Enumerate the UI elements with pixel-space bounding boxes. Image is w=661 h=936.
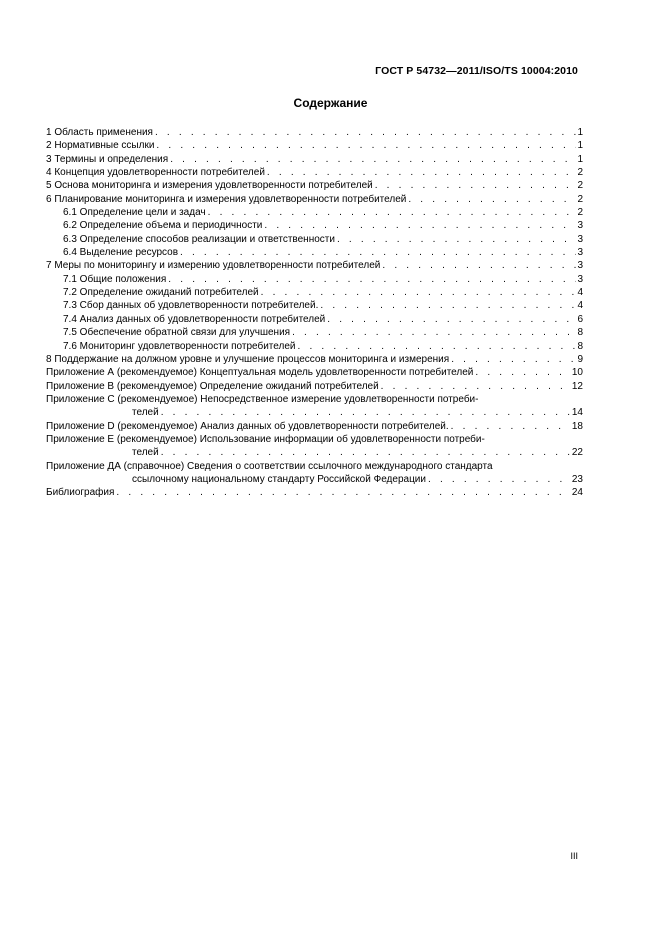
toc-leader-dots	[180, 246, 576, 259]
toc-leader-dots	[292, 326, 576, 339]
toc-entry-6-2[interactable]	[46, 219, 583, 232]
toc-leader-dots	[170, 153, 576, 166]
toc-entry-label-continuation: телей	[132, 407, 159, 419]
toc-entry-label: 2 Нормативные ссылки	[46, 140, 155, 152]
toc-leader-dots	[156, 139, 576, 152]
toc-entry-5[interactable]	[46, 179, 583, 192]
toc-leader-dots	[155, 126, 576, 139]
document-header: ГОСТ Р 54732—2011/ISO/TS 10004:2010	[375, 65, 578, 77]
toc-page-number: 3	[577, 260, 583, 272]
toc-entry-7-1[interactable]	[46, 273, 583, 286]
toc-entry-label-continuation: телей	[132, 447, 159, 459]
toc-leader-dots	[267, 166, 577, 179]
toc-entry-bibliography[interactable]	[46, 486, 583, 499]
toc-page-number: 3	[577, 233, 583, 245]
toc-page-number: 6	[577, 313, 583, 325]
toc-leader-dots	[451, 353, 576, 366]
toc-entry-appendix-c[interactable]	[46, 393, 583, 420]
toc-page-number: 1	[577, 153, 583, 165]
toc-page-number: 14	[571, 407, 583, 419]
toc-entry-6-1[interactable]	[46, 206, 583, 219]
toc-page-number: 1	[577, 127, 583, 138]
toc-entry-label: Приложение С (рекомендуемое) Непосредственное измерение удовлетворенности потреби-	[46, 393, 479, 405]
toc-leader-dots	[168, 273, 576, 286]
toc-page-number: 3	[577, 220, 583, 232]
toc-page-number: 12	[571, 380, 583, 392]
toc-entry-1[interactable]	[46, 126, 583, 139]
toc-page-number: 2	[577, 193, 583, 205]
toc-leader-dots	[208, 206, 577, 219]
toc-page-number: 2	[577, 167, 583, 179]
toc-page-number: 8	[577, 327, 583, 339]
toc-leader-dots	[261, 286, 577, 299]
toc-page-number: 1	[577, 140, 583, 152]
toc-entry-appendix-da[interactable]	[46, 460, 583, 487]
toc-entry-label: 6.1 Определение цели и задач	[63, 207, 206, 219]
toc-entry-appendix-d[interactable]	[46, 420, 583, 433]
toc-leader-dots	[161, 446, 571, 459]
toc-entry-label: 8 Поддержание на должном уровне и улучшение процессов мониторинга и измерения	[46, 353, 450, 365]
page-title: Содержание	[293, 96, 368, 110]
toc-entry-label: 7 Меры по мониторингу и измерению удовлетворенности потребителей	[46, 260, 381, 272]
toc-page-number: 3	[577, 273, 583, 285]
table-of-contents	[46, 126, 583, 500]
toc-entry-label: Приложение Е (рекомендуемое) Использование информации об удовлетворенности потреби-	[46, 433, 485, 445]
toc-leader-dots	[428, 473, 571, 486]
toc-page-number: 4	[577, 287, 583, 299]
toc-entry-label: 1 Область применения	[46, 127, 153, 138]
toc-entry-label: Библиография	[46, 487, 115, 499]
toc-leader-dots	[475, 366, 571, 379]
toc-entry-2[interactable]	[46, 139, 583, 152]
toc-entry-label: Приложение D (рекомендуемое) Анализ данных об удовлетворенности потребителей.	[46, 420, 449, 432]
toc-entry-label: 7.1 Общие положения	[63, 273, 167, 285]
toc-entry-6-4[interactable]	[46, 246, 583, 259]
toc-entry-label: 6 Планирование мониторинга и измерения удовлетворенности потребителей	[46, 193, 407, 205]
toc-leader-dots	[264, 219, 576, 232]
toc-entry-appendix-a[interactable]	[46, 366, 583, 379]
toc-entry-label: 7.4 Анализ данных об удовлетворенности потребителей	[63, 313, 326, 325]
toc-entry-label: Приложение А (рекомендуемое) Концептуальная модель удовлетворенности потребителей	[46, 367, 474, 379]
toc-leader-dots	[327, 313, 576, 326]
toc-page-number: 18	[571, 420, 583, 432]
toc-page-number: 2	[577, 207, 583, 219]
toc-page-number: 9	[577, 353, 583, 365]
toc-entry-label: 7.3 Сбор данных об удовлетворенности потребителей.	[63, 300, 319, 312]
page-number: III	[570, 851, 578, 861]
toc-entry-label: 6.2 Определение объема и периодичности	[63, 220, 263, 232]
toc-entry-4[interactable]	[46, 166, 583, 179]
toc-entry-label: 6.3 Определение способов реализации и ответственности	[63, 233, 335, 245]
toc-entry-7-2[interactable]	[46, 286, 583, 299]
toc-entry-label-continuation: ссылочному национальному стандарту Российской Федерации	[132, 473, 426, 485]
toc-entry-label: Приложение В (рекомендуемое) Определение ожиданий потребителей	[46, 380, 379, 392]
toc-page-number: 24	[571, 487, 583, 499]
toc-leader-dots	[381, 380, 571, 393]
toc-leader-dots	[161, 406, 571, 419]
toc-leader-dots	[375, 179, 577, 192]
toc-leader-dots	[451, 420, 571, 433]
toc-page-number: 8	[577, 340, 583, 352]
toc-entry-label: 7.6 Мониторинг удовлетворенности потребителей	[63, 340, 296, 352]
toc-page-number: 23	[571, 473, 583, 485]
toc-leader-dots	[116, 486, 570, 499]
toc-entry-7-3[interactable]	[46, 299, 583, 312]
toc-entry-label: 5 Основа мониторинга и измерения удовлетворенности потребителей	[46, 180, 373, 192]
toc-leader-dots	[337, 233, 576, 246]
toc-page-number: 10	[571, 367, 583, 379]
toc-leader-dots	[408, 193, 576, 206]
toc-leader-dots	[320, 299, 576, 312]
toc-entry-label: 6.4 Выделение ресурсов	[63, 247, 179, 259]
toc-page-number: 2	[577, 180, 583, 192]
toc-entry-6[interactable]	[46, 193, 583, 206]
toc-entry-label: 3 Термины и определения	[46, 153, 169, 165]
toc-entry-3[interactable]	[46, 153, 583, 166]
toc-page-number: 22	[571, 447, 583, 459]
toc-leader-dots	[298, 340, 577, 353]
toc-entry-8[interactable]	[46, 353, 583, 366]
toc-page-number: 4	[577, 300, 583, 312]
toc-entry-label: 7.2 Определение ожиданий потребителей	[63, 287, 259, 299]
toc-entry-appendix-b[interactable]	[46, 380, 583, 393]
toc-entry-7[interactable]	[46, 259, 583, 272]
toc-page-number: 3	[577, 247, 583, 259]
toc-entry-appendix-e[interactable]	[46, 433, 583, 460]
toc-entry-7-5[interactable]	[46, 326, 583, 339]
toc-entry-7-6[interactable]	[46, 340, 583, 353]
toc-entry-7-4[interactable]	[46, 313, 583, 326]
toc-entry-label: 4 Концепция удовлетворенности потребителей	[46, 167, 265, 179]
toc-entry-label: 7.5 Обеспечение обратной связи для улучшения	[63, 327, 291, 339]
toc-entry-label: Приложение ДА (справочное) Сведения о соответствии ссылочного международного стандарта	[46, 460, 493, 472]
toc-leader-dots	[382, 259, 576, 272]
toc-entry-6-3[interactable]	[46, 233, 583, 246]
